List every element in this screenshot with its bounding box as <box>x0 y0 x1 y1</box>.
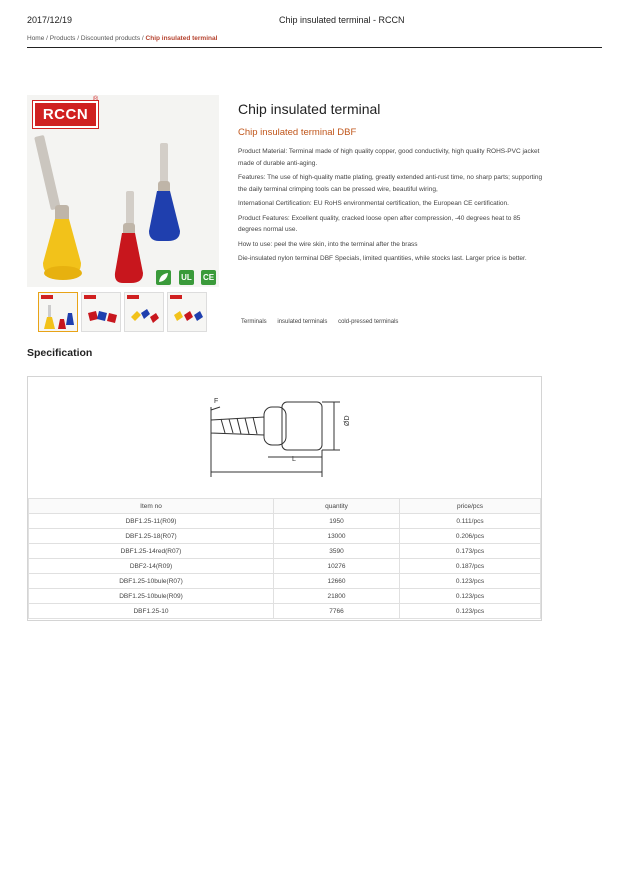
tag-terminals[interactable]: Terminals <box>241 319 267 325</box>
cell-quantity: 21800 <box>274 589 400 604</box>
breadcrumb-separator: / <box>140 35 146 42</box>
table-row <box>29 559 541 574</box>
cell-item-no: DBF1.25-18(R07) <box>29 529 274 544</box>
breadcrumb-home[interactable]: Home <box>27 35 45 42</box>
print-title: Chip insulated terminal - RCCN <box>279 15 405 25</box>
dimension-length-label: L <box>292 456 296 463</box>
thumbnail-3[interactable] <box>124 292 164 332</box>
cell-price: 0.111/pcs <box>400 514 541 529</box>
header-divider <box>27 47 602 48</box>
description-product-features: Product Features: Excellent quality, cracked loose open after compression, -40 degrees heat to 85 degrees normal use. <box>238 214 521 233</box>
cell-price: 0.123/pcs <box>400 589 541 604</box>
cell-item-no: DBF1.25-11(R09) <box>29 514 274 529</box>
table-row <box>29 604 541 619</box>
tag-cold-pressed-terminals[interactable]: cold-pressed terminals <box>338 319 399 325</box>
ce-icon: CE <box>201 270 216 285</box>
breadcrumb-separator: / <box>75 35 81 42</box>
cell-item-no: DBF1.25-10bule(R09) <box>29 589 274 604</box>
column-quantity: quantity <box>274 499 400 514</box>
cell-quantity: 10276 <box>274 559 400 574</box>
table-row <box>29 589 541 604</box>
table-row <box>29 514 541 529</box>
cell-price: 0.123/pcs <box>400 574 541 589</box>
cell-price: 0.173/pcs <box>400 544 541 559</box>
cell-quantity: 12660 <box>274 574 400 589</box>
description-material: Product Material: Terminal made of high quality copper, good conductivity, high quality ROHS-PVC jacket made of durable anti-aging. <box>238 148 540 167</box>
table-row <box>29 544 541 559</box>
column-item-no: Item no <box>29 499 274 514</box>
brand-logo: RCCN <box>33 101 98 128</box>
cell-price: 0.206/pcs <box>400 529 541 544</box>
cell-quantity: 3590 <box>274 544 400 559</box>
leaf-icon <box>156 270 171 285</box>
print-date: 2017/12/19 <box>27 15 73 25</box>
thumbnail-2[interactable] <box>81 292 121 332</box>
table-row <box>29 529 541 544</box>
cell-quantity: 1950 <box>274 514 400 529</box>
description-how-to-use: How to use: peel the wire skin, into the terminal after the brass <box>238 240 418 248</box>
tag-insulated-terminals[interactable]: insulated terminals <box>277 319 328 325</box>
table-row <box>29 574 541 589</box>
description-specials: Die-insulated nylon terminal DBF Specials, limited quantities, while stocks last. Larger price is better. <box>238 255 527 262</box>
cell-item-no: DBF1.25-10 <box>29 604 274 619</box>
cell-item-no: DBF1.25-14red(R07) <box>29 544 274 559</box>
cell-quantity: 7766 <box>274 604 400 619</box>
terminal-dimension-drawing <box>28 377 541 497</box>
breadcrumb <box>27 35 217 42</box>
product-subtitle: Chip insulated terminal DBF <box>238 127 357 138</box>
breadcrumb-current: Chip insulated terminal <box>145 35 218 42</box>
breadcrumb-separator: / <box>44 35 50 42</box>
column-price: price/pcs <box>400 499 541 514</box>
cell-item-no: DBF2-14(R09) <box>29 559 274 574</box>
dimension-width-label: F <box>214 398 219 405</box>
product-tags <box>241 319 407 325</box>
product-title: Chip insulated terminal <box>238 101 381 117</box>
cell-price: 0.123/pcs <box>400 604 541 619</box>
thumbnail-1[interactable] <box>38 292 78 332</box>
cell-price: 0.187/pcs <box>400 559 541 574</box>
breadcrumb-category[interactable]: Discounted products <box>80 35 141 42</box>
table-header-row <box>29 499 541 514</box>
specification-heading: Specification <box>27 347 93 359</box>
registered-mark: ® <box>93 96 99 103</box>
ul-icon: UL <box>179 270 194 285</box>
cell-item-no: DBF1.25-10bule(R07) <box>29 574 274 589</box>
cell-quantity: 13000 <box>274 529 400 544</box>
thumbnail-4[interactable] <box>167 292 207 332</box>
description-certification: International Certification: EU RoHS environmental certification, the European CE certification. <box>238 200 509 207</box>
dimension-diameter-label: ØD <box>344 415 351 426</box>
description-features: Features: The use of high-quality matte plating, greatly extended anti-rust time, no sharp parts; supporting the daily terminal crimping tools can be pressed wire, beautiful wiring, <box>238 174 543 193</box>
product-description <box>238 146 544 268</box>
specification-table <box>28 498 541 619</box>
breadcrumb-products[interactable]: Products <box>49 35 76 42</box>
